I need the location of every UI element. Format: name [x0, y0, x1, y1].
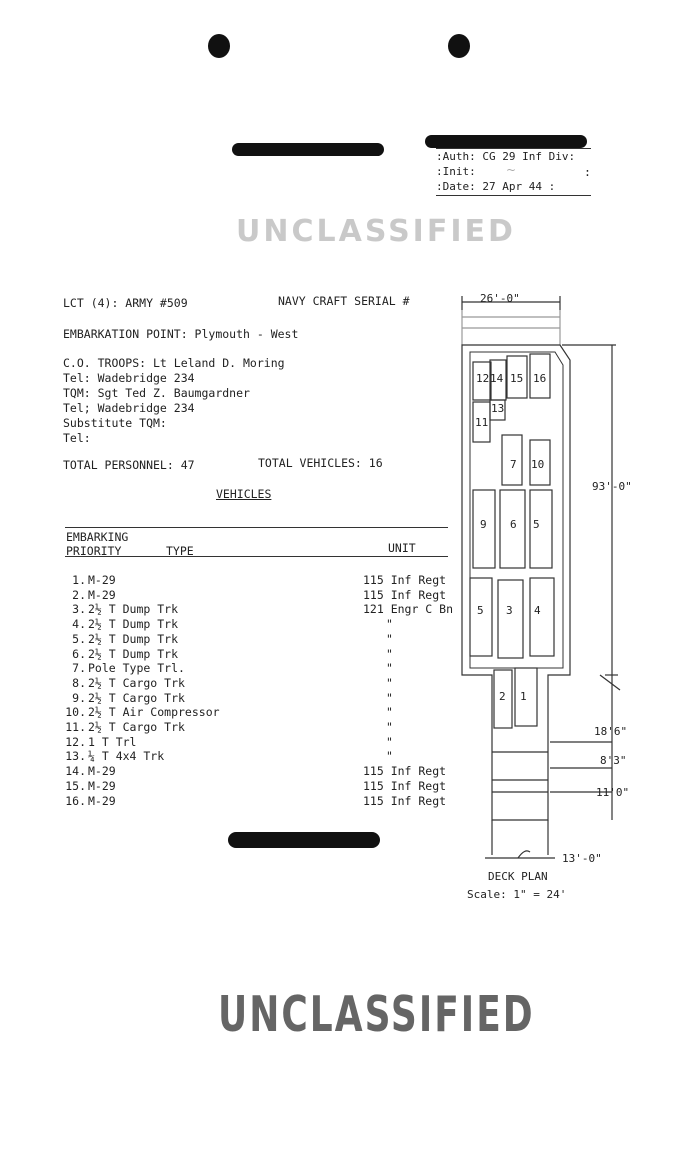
row-type: 2½ T Dump Trk	[88, 602, 179, 617]
slot-label: 9	[480, 518, 487, 531]
slot-label: 14	[490, 372, 504, 385]
row-unit: 121 Engr C Bn	[363, 602, 454, 617]
stamp-init-end: :	[584, 165, 591, 179]
row-unit: 115 Inf Regt	[363, 778, 447, 793]
stamp-date: :Date: 27 Apr 44 :	[436, 180, 556, 193]
slot-label: 2	[499, 690, 506, 703]
row-unit: "	[386, 631, 393, 646]
row-priority: 1.	[72, 573, 86, 587]
row-unit: "	[386, 646, 393, 661]
hull-inner-outline	[470, 352, 563, 668]
row-unit: 115 Inf Regt	[363, 764, 447, 779]
row-priority: 2.	[72, 587, 86, 602]
row-type: Pole Type Trl.	[88, 661, 185, 676]
row-unit: 115 Inf Regt	[363, 573, 447, 587]
co-telephone: Tel: Wadebridge 234	[63, 371, 195, 385]
scale-label: Scale: 1" = 24'	[467, 888, 567, 901]
row-type: M-29	[88, 793, 116, 808]
tqm-telephone: Tel; Wadebridge 234	[63, 401, 195, 415]
col-unit: UNIT	[388, 541, 416, 555]
slot-label: 10	[531, 458, 545, 471]
row-priority: 6.	[72, 646, 86, 661]
col-priority: PRIORITY	[66, 544, 122, 558]
row-type: M-29	[88, 778, 116, 793]
dim-8-3: 8'3"	[600, 754, 627, 767]
row-type: 2½ T Dump Trk	[88, 631, 179, 646]
slot-label: 6	[510, 518, 517, 531]
row-unit: "	[386, 749, 393, 764]
stamp-init: :Init:	[436, 165, 476, 178]
row-type: 1 T Trl	[88, 734, 137, 749]
row-type: M-29	[88, 587, 116, 602]
faded-unclassified-stamp: UNCLASSIFIED	[236, 214, 516, 249]
dim-11-0: 11'0"	[596, 786, 630, 799]
row-priority: 13.	[65, 749, 86, 764]
col-embarking: EMBARKING	[66, 530, 129, 544]
row-priority: 5.	[72, 631, 86, 646]
row-type: ¼ T 4x4 Trk	[88, 749, 165, 764]
row-priority: 15.	[65, 778, 86, 793]
slot-label: 5	[477, 604, 484, 617]
substitute-tqm: Substitute TQM:	[63, 416, 167, 430]
row-unit: 115 Inf Regt	[363, 793, 447, 808]
tqm: TQM: Sgt Ted Z. Baumgardner	[63, 386, 250, 400]
row-unit: "	[386, 720, 393, 734]
dim-18-6: 18'6"	[594, 725, 628, 738]
row-unit: "	[386, 690, 393, 705]
row-type: M-29	[88, 573, 116, 587]
row-priority: 10.	[65, 705, 86, 720]
slot-label: 3	[506, 604, 513, 617]
slot-label: 11	[475, 416, 489, 429]
row-priority: 9.	[72, 690, 86, 705]
row-priority: 4.	[72, 617, 86, 632]
row-type: 2½ T Cargo Trk	[88, 720, 185, 734]
unclassified-stamp: UNCLASSIFIED	[218, 988, 535, 1044]
row-type: 2½ T Dump Trk	[88, 646, 179, 661]
row-unit: "	[386, 734, 393, 749]
total-personnel: TOTAL PERSONNEL: 47	[63, 458, 195, 472]
slot-label: 16	[533, 372, 547, 385]
width-dimension: 26'-0"	[480, 292, 520, 305]
lct-army-number: LCT (4): ARMY #509	[63, 296, 188, 310]
slot-label: 1	[520, 690, 527, 703]
navy-craft-serial: NAVY CRAFT SERIAL #	[278, 294, 410, 308]
row-type: 2½ T Dump Trk	[88, 617, 179, 632]
row-type: 2½ T Cargo Trk	[88, 690, 185, 705]
embarkation-point: EMBARKATION POINT: Plymouth - West	[63, 327, 299, 341]
slot-label: 12	[476, 372, 490, 385]
row-priority: 8.	[72, 675, 86, 690]
stamp-initials-signature: ~	[506, 163, 517, 177]
slot-label: 4	[534, 604, 541, 617]
total-vehicles: TOTAL VEHICLES: 16	[258, 456, 383, 470]
vehicles-title: VEHICLES	[216, 487, 272, 501]
row-priority: 14.	[65, 764, 86, 779]
stamp-auth: :Auth: CG 29 Inf Div:	[436, 150, 576, 163]
deck-plan-label: DECK PLAN	[488, 870, 548, 883]
length-dimension: 93'-0"	[592, 480, 632, 493]
substitute-telephone: Tel:	[63, 431, 91, 445]
row-type: 2½ T Air Compressor	[88, 705, 220, 720]
ramp-width-dimension: 13'-0"	[562, 852, 602, 865]
row-type: M-29	[88, 764, 116, 779]
row-unit: "	[386, 661, 393, 676]
row-priority: 3.	[72, 602, 86, 617]
row-priority: 12.	[65, 734, 86, 749]
slot-label: 15	[510, 372, 524, 385]
row-type: 2½ T Cargo Trk	[88, 675, 185, 690]
slot-label: 7	[510, 458, 517, 471]
row-unit: "	[386, 675, 393, 690]
row-unit: "	[386, 617, 393, 632]
row-priority: 7.	[72, 661, 86, 676]
row-unit: "	[386, 705, 393, 720]
row-unit: 115 Inf Regt	[363, 587, 447, 602]
co-troops: C.O. TROOPS: Lt Leland D. Moring	[63, 356, 285, 370]
col-type: TYPE	[166, 544, 194, 558]
row-priority: 11.	[65, 720, 86, 734]
slot-label: 13	[491, 402, 505, 415]
slot-label: 5	[533, 518, 540, 531]
row-priority: 16.	[65, 793, 86, 808]
